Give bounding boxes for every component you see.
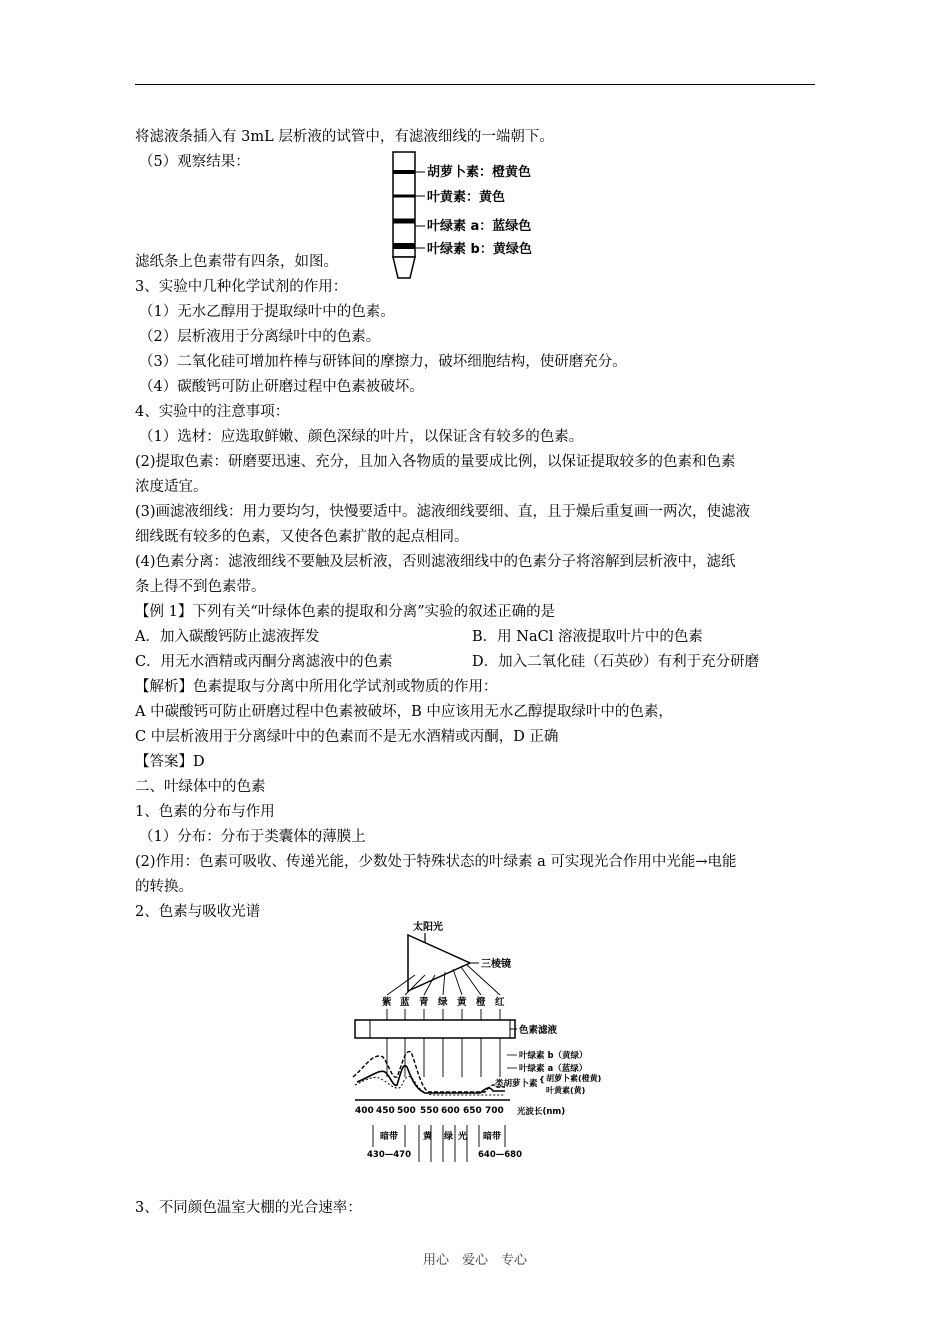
text-line: （1）无水乙醇用于提取绿叶中的色素。 bbox=[139, 304, 395, 320]
text-line: (2)作用：色素可吸收、传递光能，少数处于特殊状态的叶绿素 a 可实现光合作用中光能→电能 bbox=[135, 854, 737, 870]
light-label: 光 bbox=[458, 1132, 468, 1142]
band-label: 叶黄素：黄色 bbox=[427, 190, 506, 205]
wavelength-tick-label: 400 bbox=[355, 1106, 374, 1116]
text-line: （2）层析液用于分离绿叶中的色素。 bbox=[139, 329, 381, 345]
yellow-label: 黄 bbox=[423, 1132, 433, 1142]
wavelength-tick-label: 450 bbox=[376, 1106, 395, 1116]
wavelength-tick-label: 650 bbox=[463, 1106, 482, 1116]
text-line: 将滤液条插入有 3mL 层析液的试管中，有滤液细线的一端朝下。 bbox=[135, 129, 554, 145]
wavelength-tick-label: 700 bbox=[485, 1106, 504, 1116]
text-line: 3、实验中几种化学试剂的作用： bbox=[135, 279, 348, 295]
option-d: D．加入二氧化硅（石英砂）有利于充分研磨 bbox=[472, 654, 760, 670]
absorption-spectrum-figure bbox=[345, 917, 602, 1177]
spectrum-color-label: 黄 bbox=[457, 997, 467, 1008]
carot2-label: 叶黄素(黄) bbox=[546, 1086, 586, 1095]
text-line: (3)画滤液细线：用力要均匀，快慢要适中。滤液细线要细、直，且于燥后重复画一两次，使滤液 bbox=[135, 504, 751, 520]
text-line: 的转换。 bbox=[135, 879, 193, 895]
chromatography-strip-figure bbox=[383, 150, 553, 280]
answer-line: 【答案】D bbox=[135, 754, 205, 770]
spectrum-color-label: 蓝 bbox=[400, 997, 410, 1008]
text-line: 1、色素的分布与作用 bbox=[135, 804, 275, 820]
chla-label: 叶绿素 a（蓝绿） bbox=[519, 1064, 588, 1074]
text-line: （4）碳酸钙可防止研磨过程中色素被破坏。 bbox=[139, 379, 424, 395]
option-a: A．加入碳酸钙防止滤液挥发 bbox=[135, 629, 320, 645]
spectrum-color-label: 绿 bbox=[438, 997, 448, 1008]
text-line: C 中层析液用于分离绿叶中的色素而不是无水酒精或丙酮，D 正确 bbox=[135, 729, 559, 745]
text-line: A 中碳酸钙可防止研磨过程中色素被破坏，B 中应该用无水乙醇提取绿叶中的色素， bbox=[135, 704, 673, 720]
option-c: C．用无水酒精或丙酮分离滤液中的色素 bbox=[135, 654, 393, 670]
spectrum-color-label: 紫 bbox=[382, 997, 392, 1008]
filter-label: 色素滤液 bbox=[519, 1025, 558, 1036]
text-line: 浓度适宜。 bbox=[135, 479, 208, 495]
text-line: （5）观察结果： bbox=[139, 154, 250, 170]
wavelength-tick-label: 600 bbox=[441, 1106, 460, 1116]
range-label: 640—680 bbox=[478, 1150, 522, 1160]
text-line: 4、实验中的注意事项： bbox=[135, 404, 290, 420]
green-label: 绿 bbox=[444, 1132, 454, 1142]
dark-band-label: 暗带 bbox=[483, 1132, 502, 1142]
text-line: 细线既有较多的色素，又使各色素扩散的起点相同。 bbox=[135, 529, 469, 545]
carot-label: 类胡萝卜素 bbox=[495, 1079, 538, 1089]
text-line: (2)提取色素：研磨要迅速、充分，且加入各物质的量要成比例，以保证提取较多的色素和色素 bbox=[135, 454, 736, 470]
dark-band-label: 暗带 bbox=[380, 1132, 399, 1142]
band-label: 叶绿素 a：蓝绿色 bbox=[427, 219, 532, 234]
text-line: 滤纸条上色素带有四条，如图。 bbox=[135, 254, 338, 270]
spectrum-color-label: 红 bbox=[495, 997, 505, 1008]
text-line: （1）选材：应选取鲜嫩、颜色深绿的叶片，以保证含有较多的色素。 bbox=[139, 429, 584, 445]
page-footer: 用心 爱心 专心 bbox=[422, 1253, 527, 1268]
text-line: 3、不同颜色温室大棚的光合速率： bbox=[135, 1200, 362, 1216]
header-rule bbox=[135, 84, 815, 85]
text-line: （1）分布：分布于类囊体的薄膜上 bbox=[139, 829, 366, 845]
text-line: 条上得不到色素带。 bbox=[135, 579, 266, 595]
spectrum-color-label: 橙 bbox=[476, 997, 486, 1008]
range-label: 430—470 bbox=[367, 1150, 411, 1160]
text-line: 2、色素与吸收光谱 bbox=[135, 904, 261, 920]
text-line: (4)色素分离：滤液细线不要触及层析液，否则滤液细线中的色素分子将溶解到层析液中，滤纸 bbox=[135, 554, 736, 570]
band-label: 叶绿素 b：黄绿色 bbox=[427, 242, 532, 257]
wavelength-tick-label: 500 bbox=[397, 1106, 416, 1116]
chlb-label: 叶绿素 b（黄绿） bbox=[519, 1051, 588, 1061]
sun-label: 太阳光 bbox=[413, 922, 443, 933]
analysis-heading: 【解析】色素提取与分离中所用化学试剂或物质的作用： bbox=[135, 679, 498, 695]
carot1-label: 胡萝卜素(橙黄) bbox=[546, 1074, 602, 1083]
text-line: （3）二氧化硅可增加杵棒与研钵间的摩擦力，破坏细胞结构，使研磨充分。 bbox=[139, 354, 627, 370]
svg-text:{: { bbox=[539, 1075, 545, 1084]
prism-label: 三棱镜 bbox=[481, 959, 511, 970]
spectrum-color-label: 青 bbox=[419, 997, 429, 1008]
section-heading: 二、叶绿体中的色素 bbox=[135, 779, 266, 795]
question-stem: 【例 1】下列有关“叶绿体色素的提取和分离”实验的叙述正确的是 bbox=[135, 604, 556, 620]
wavelength-tick-label: 550 bbox=[420, 1106, 439, 1116]
wavelength-label: 光波长(nm) bbox=[517, 1107, 566, 1117]
band-label: 胡萝卜素：橙黄色 bbox=[427, 165, 532, 180]
option-b: B．用 NaCl 溶液提取叶片中的色素 bbox=[472, 629, 703, 645]
